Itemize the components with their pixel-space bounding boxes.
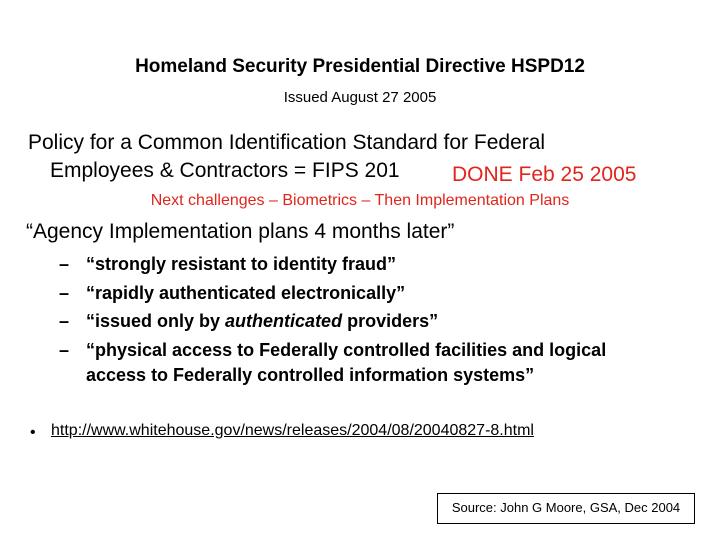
list-item: “strongly resistant to identity fraud” <box>86 254 397 274</box>
dash-marker: – <box>59 283 70 303</box>
list-item-text: providers” <box>342 311 439 331</box>
agency-quote: “Agency Implementation plans 4 months later” <box>26 220 455 243</box>
slide-subtitle: Issued August 27 2005 <box>283 89 437 106</box>
whitehouse-link[interactable]: http://www.whitehouse.gov/news/releases/2004/08/20040827-8.html <box>51 422 534 439</box>
bullet-marker: • <box>30 424 36 441</box>
source-box: Source: John G Moore, GSA, Dec 2004 <box>437 493 695 524</box>
dash-marker: – <box>59 340 70 360</box>
list-item: “physical access to Federally controlled facilities and logical <box>86 340 607 360</box>
list-item <box>86 311 438 332</box>
slide-title: Homeland Security Presidential Directive HSPD12 <box>135 56 585 77</box>
list-item: “rapidly authenticated electronically” <box>86 283 406 303</box>
done-status: DONE Feb 25 2005 <box>452 163 637 186</box>
emphasis-text: authenticated <box>225 311 343 331</box>
list-item-text: “issued only by <box>86 311 226 331</box>
policy-line-1: Policy for a Common Identification Standard for Federal <box>28 131 546 154</box>
list-item-continuation: access to Federally controlled information systems” <box>86 365 535 385</box>
next-challenges: Next challenges – Biometrics – Then Implementation Plans <box>150 192 570 209</box>
dash-marker: – <box>59 254 70 274</box>
dash-marker: – <box>59 311 70 331</box>
policy-line-2: Employees & Contractors = FIPS 201 <box>50 159 400 182</box>
